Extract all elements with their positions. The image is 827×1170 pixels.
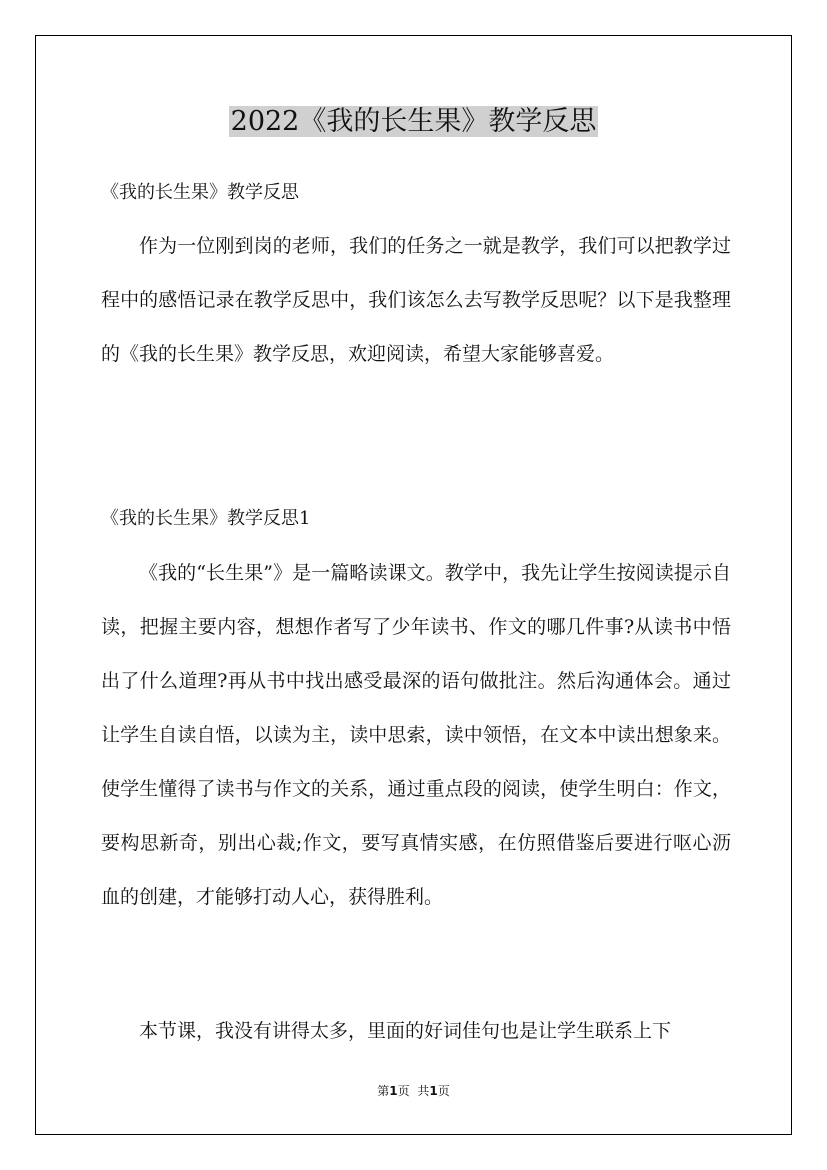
- footer-page-suffix: 页: [397, 1084, 410, 1098]
- footer-page-prefix: 第: [377, 1084, 390, 1098]
- section-paragraph-2: 本节课，我没有讲得太多，里面的好词佳句也是让学生联系上下: [139, 1020, 672, 1042]
- footer-total-pages: 1: [429, 1084, 438, 1098]
- document-title-text: 2022《我的长生果》教学反思: [230, 106, 597, 137]
- document-title: [0, 102, 827, 142]
- section-paragraph-1: 《我的“长生果”》是一篇略读课文。教学中，我先让学生按阅读提示自读，把握主要内容，想想作者写了少年读书、作文的哪几件事?从读书中悟出了什么道理?再从书中找出感受最深的语句做批注。然后沟通体会。通过让学生自读自悟，以读为主，读中思索，读中领悟，在文本中读出想象来。使学生懂得了读书与作文的关系，通过重点段的阅读，使学生明白：作文，要构思新奇，别出心裁;作文，要写真情实感，在仿照借鉴后要进行呕心沥血的创建，才能够打动人心，获得胜利。: [101, 562, 731, 908]
- section-heading: 《我的长生果》教学反思1: [101, 508, 311, 529]
- footer-total-suffix: 页: [437, 1084, 450, 1098]
- footer-page-number: 1: [389, 1084, 398, 1098]
- footer-total-prefix: 共: [417, 1084, 430, 1098]
- page-footer: [0, 1082, 827, 1100]
- intro-heading: 《我的长生果》教学反思: [101, 182, 299, 203]
- intro-paragraph: 作为一位刚到岗的老师，我们的任务之一就是教学，我们可以把教学过程中的感悟记录在教学反思中，我们该怎么去写教学反思呢？以下是我整理的《我的长生果》教学反思，欢迎阅读，希望大家能够喜爱。: [101, 235, 731, 365]
